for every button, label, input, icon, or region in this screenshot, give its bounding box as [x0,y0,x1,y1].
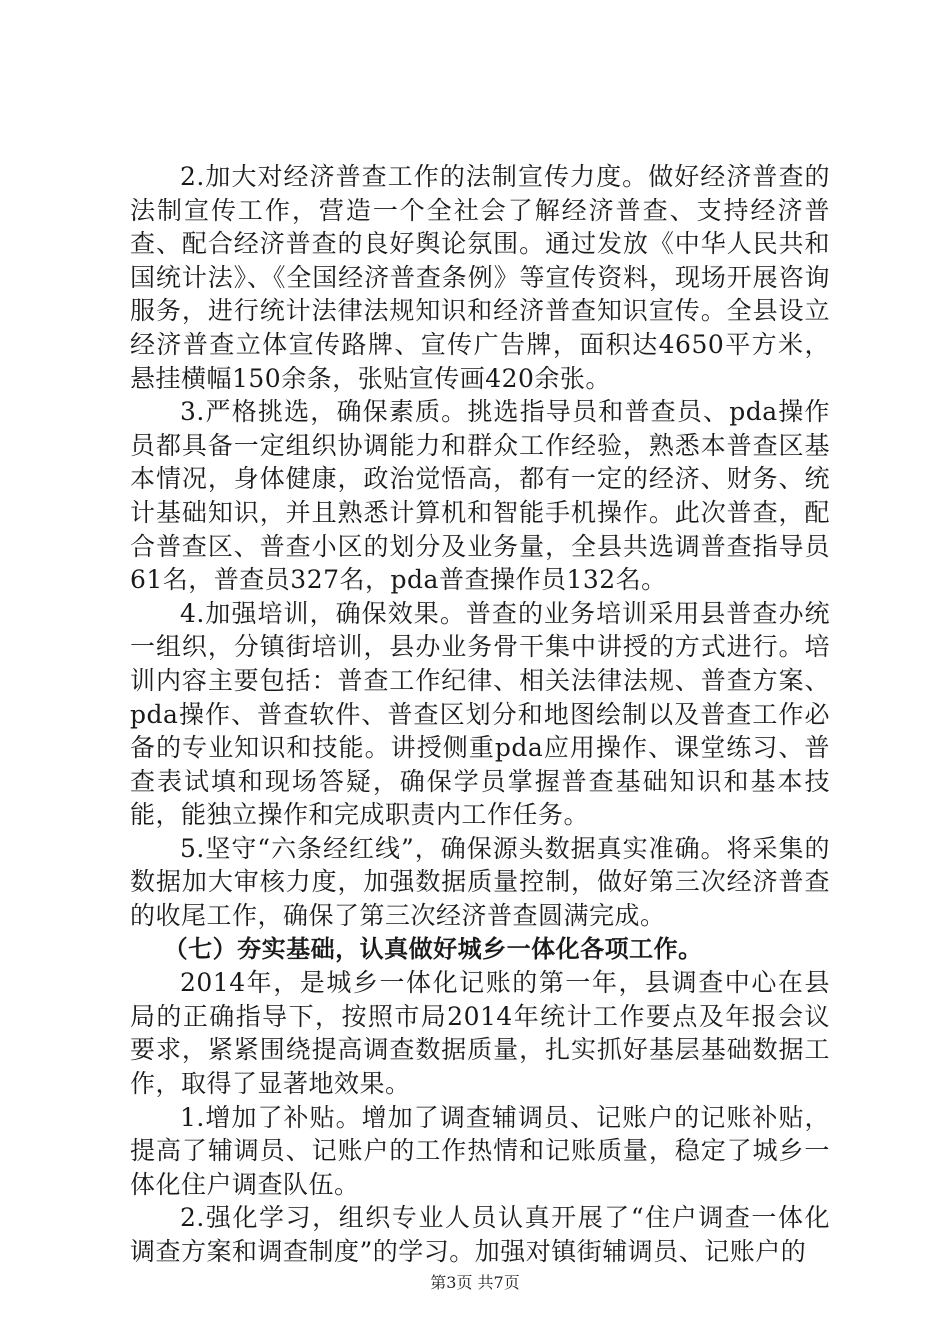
paragraph-study: 2.强化学习，组织专业人员认真开展了“住户调查一体化调查方案和调查制度”的学习。加强对镇街辅调员、记账户的 [130,1203,830,1266]
paragraph-selection: 3.严格挑选，确保素质。挑选指导员和普查员、pda操作员都具备一定组织协调能力和群众工作经验，熟悉本普查区基本情况，身体健康，政治觉悟高，都有一定的经济、财务、统计基础知识，并且熟悉计算机和智能手机操作。此次普查，配合普查区、普查小区的划分及业务量，全县共选调普查指导员61名，普查员327名，pda普查操作员132名。 [130,397,830,595]
paragraph-2014-intro: 2014年，是城乡一体化记账的第一年，县调查中心在县局的正确指导下，按照市局2014年统计工作要点及年报会议要求，紧紧围绕提高调查数据质量，扎实抓好基层基础数据工作，取得了显著地效果。 [130,968,830,1099]
paragraph-subsidy: 1.增加了补贴。增加了调查辅调员、记账户的记账补贴，提高了辅调员、记账户的工作热情和记账质量，稳定了城乡一体化住户调查队伍。 [130,1102,830,1199]
paragraph-publicity: 2.加大对经济普查工作的法制宣传力度。做好经济普查的法制宣传工作，营造一个全社会了解经济普查、支持经济普查、配合经济普查的良好舆论氛围。通过发放《中华人民共和国统计法》、《全国经济普查条例》等宣传资料，现场开展咨询服务，进行统计法律法规知识和经济普查知识宣传。全县设立经济普查立体宣传路牌、宣传广告牌，面积达4650平方米，悬挂横幅150余条，张贴宣传画420余张。 [130,162,830,393]
page-number-footer: 第3页 共7页 [430,1273,520,1292]
paragraph-red-line: 5.坚守“六条经红线”，确保源头数据真实准确。将采集的数据加大审核力度，加强数据质量控制，做好第三次经济普查的收尾工作，确保了第三次经济普查圆满完成。 [130,833,830,931]
section-heading: （七）夯实基础，认真做好城乡一体化各项工作。 [163,934,703,963]
paragraph-training: 4.加强培训，确保效果。普查的业务培训采用县普查办统一组织，分镇街培训，县办业务骨干集中讲授的方式进行。培训内容主要包括：普查工作纪律、相关法律法规、普查方案、pda操作、普查软件、普查区划分和地图绘制以及普查工作必备的专业知识和技能。讲授侧重pda应用操作、课堂练习、普查表试填和现场答疑，确保学员掌握普查基础知识和基本技能，能独立操作和完成职责内工作任务。 [130,598,830,830]
document-body [130,160,830,1269]
